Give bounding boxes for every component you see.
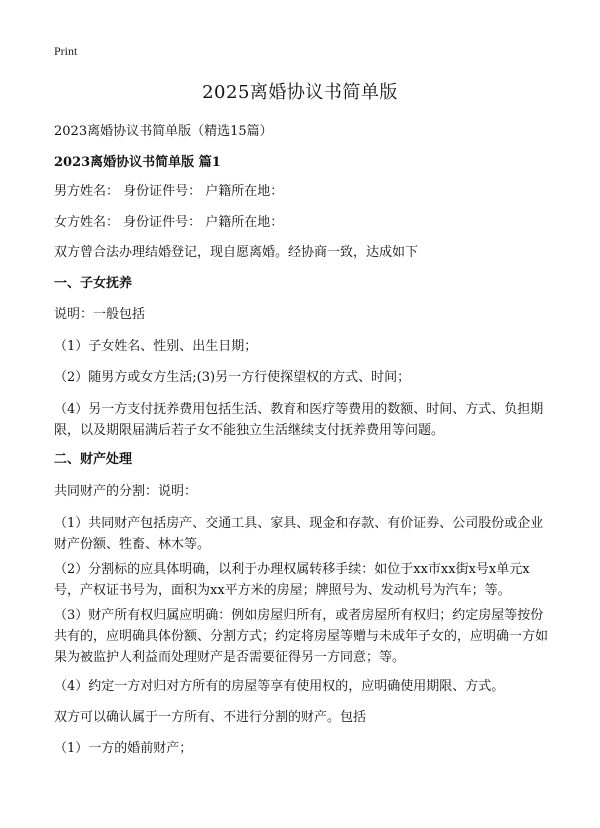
paragraph-custody-item-4: （4）另一方支付抚养费用包括生活、教育和医疗等费用的数额、时间、方式、负担期限，以及期限届满后若子女不能独立生活继续支付抚养费用等问题。 bbox=[54, 402, 544, 438]
paragraph-separate-property: 双方可以确认属于一方所有、不进行分割的财产。包括 bbox=[54, 710, 367, 725]
paragraph-property-item-3: （3）财产所有权归属应明确：例如房屋归所有，或者房屋所有权归；约定房屋等按份共有的，应明确具体份额、分割方式；约定将房屋等赠与未成年子女的，应明确一方如果为被监护人利益而处理财产是否需要征得另一方同意；等。 bbox=[54, 608, 549, 665]
paragraph-custody-note: 说明：一般包括 bbox=[54, 307, 146, 322]
heading-property: 二、财产处理 bbox=[54, 452, 133, 467]
document-title: 2025离婚协议书简单版 bbox=[202, 82, 398, 103]
paragraph-custody-item-1: （1）子女姓名、性别、出生日期； bbox=[54, 339, 258, 354]
paragraph-property-item-4: （4）约定一方对归对方所有的房屋等享有使用权的，应明确使用期限、方式。 bbox=[54, 679, 505, 694]
paragraph-property-note: 共同财产的分割：说明： bbox=[54, 484, 198, 499]
paragraph-agreement-intro: 双方曾合法办理结婚登记，现自愿离婚。经协商一致，达成如下 bbox=[54, 245, 419, 260]
paragraph-property-item-1: （1）共同财产包括房产、交通工具、家具、现金和存款、有价证券、公司股份或企业财产份额、牲畜、林木等。 bbox=[54, 516, 544, 552]
paragraph-female-info: 女方姓名： 身份证件号： 户籍所在地： bbox=[54, 215, 284, 230]
print-link[interactable]: Print bbox=[54, 44, 78, 58]
paragraph-separate-item-1: （1）一方的婚前财产； bbox=[54, 741, 193, 756]
heading-child-custody: 一、子女抚养 bbox=[54, 276, 133, 291]
paragraph-male-info: 男方姓名： 身份证件号： 户籍所在地： bbox=[54, 184, 284, 199]
paragraph-property-item-2: （2）分割标的应具体明确，以利于办理权属转移手续：如位于xx市xx街x号x单元x号，产权证书号为，面积为xx平方米的房屋；牌照号为、发动机号为汽车；等。 bbox=[54, 562, 530, 598]
document-subtitle: 2023离婚协议书简单版（精选15篇） bbox=[54, 124, 273, 139]
paragraph-custody-item-2: （2）随男方或女方生活;(3)另一方行使探望权的方式、时间； bbox=[54, 370, 411, 385]
section-heading: 2023离婚协议书简单版 篇1 bbox=[54, 155, 221, 170]
